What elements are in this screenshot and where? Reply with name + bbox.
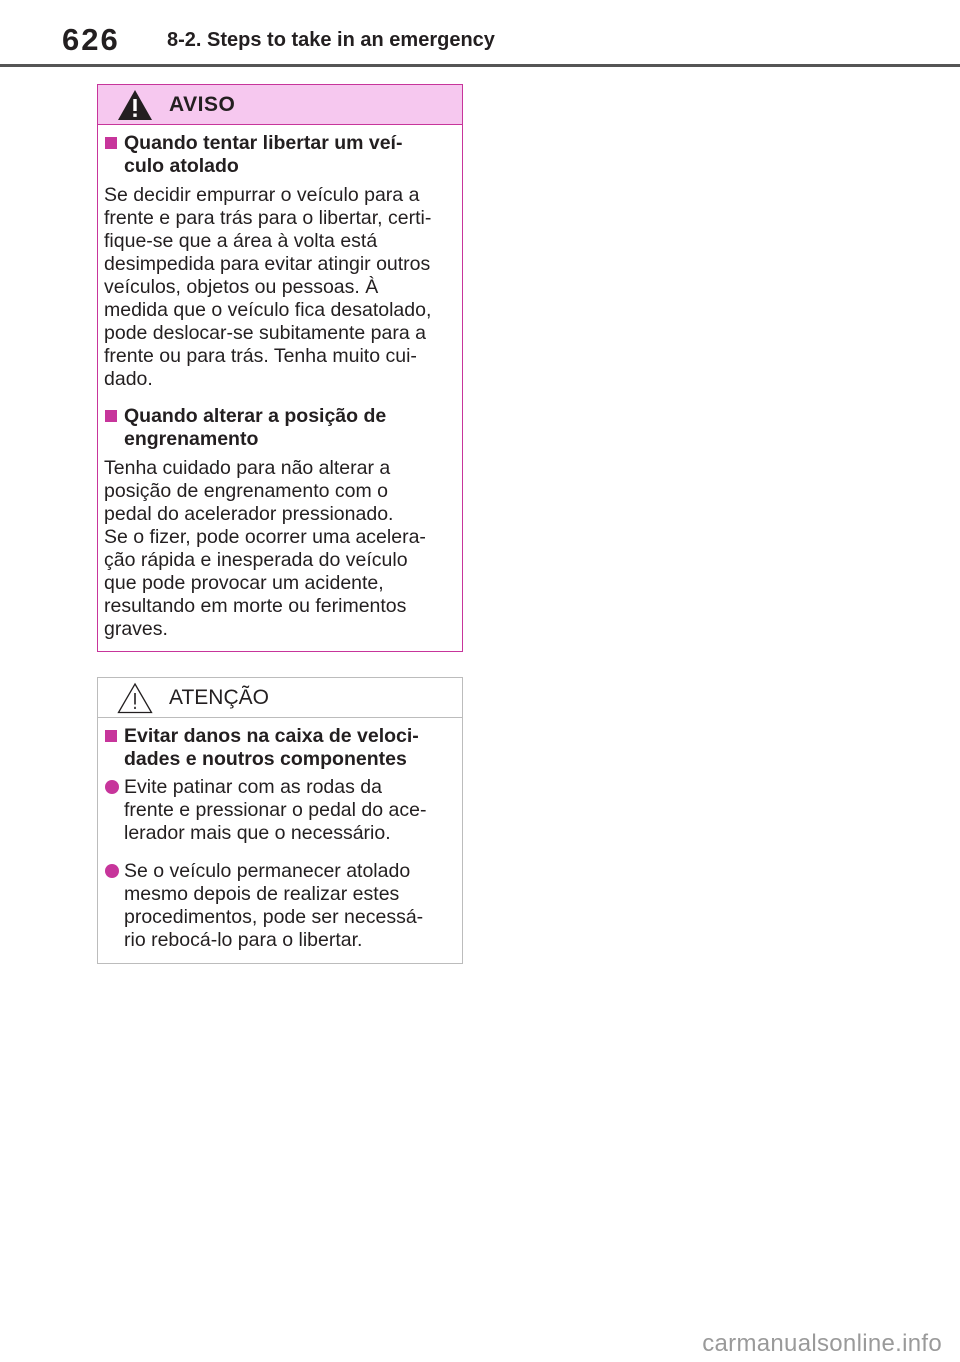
warning-section-heading <box>104 132 454 178</box>
warning-box-header <box>98 85 462 125</box>
caution-box-header <box>98 678 462 718</box>
square-bullet-icon <box>105 410 117 422</box>
round-bullet-icon <box>105 864 119 878</box>
list-item-text: Evite patinar com as rodas da frente e pressionar o pedal do ace- lerador mais que o necessário. <box>124 776 427 844</box>
section-title: 8-2. Steps to take in an emergency <box>167 29 495 51</box>
warning-box <box>97 84 463 652</box>
warning-box-body <box>98 125 462 641</box>
caution-heading <box>104 725 454 771</box>
warning-section-heading-text: Quando alterar a posição de engrenamento <box>124 405 387 450</box>
header-divider <box>0 64 960 67</box>
caution-box-body <box>98 718 462 952</box>
list-item <box>104 776 454 845</box>
page-header <box>0 0 960 66</box>
page-number: 626 <box>62 22 120 57</box>
square-bullet-icon <box>105 137 117 149</box>
warning-box-label: AVISO <box>169 93 236 116</box>
warning-triangle-outline-icon <box>116 681 154 715</box>
warning-section-body: Tenha cuidado para não alterar a posição de engrenamento com o pedal do acelerador pressionado. Se o fizer, pode ocorrer uma acelera- ção rápida e inesperada do veículo que pode provocar um acidente, resultando em morte ou ferimentos graves. <box>104 457 426 640</box>
caution-box <box>97 677 463 964</box>
caution-box-label: ATENÇÃO <box>169 686 269 709</box>
warning-section-body: Se decidir empurrar o veículo para a frente e para trás para o libertar, certi- fique-se que a área à volta está desimpedida para evitar atingir outros veículos, objetos ou pessoas. À medida que o veículo fica desatolado, pode deslocar-se subitamente para a frente ou para trás. Tenha muito cui- dado. <box>104 184 432 390</box>
watermark: carmanualsonline.info <box>702 1330 942 1357</box>
caution-heading-text: Evitar danos na caixa de veloci- dades e noutros componentes <box>124 725 419 770</box>
warning-section-heading-text: Quando tentar libertar um veí- culo atolado <box>124 132 403 177</box>
round-bullet-icon <box>105 780 119 794</box>
warning-section-heading <box>104 405 454 451</box>
warning-triangle-filled-icon <box>116 88 154 122</box>
list-item <box>104 860 454 952</box>
square-bullet-icon <box>105 730 117 742</box>
list-item-text: Se o veículo permanecer atolado mesmo depois de realizar estes procedimentos, pode ser necessá- rio rebocá-lo para o libertar. <box>124 860 424 951</box>
